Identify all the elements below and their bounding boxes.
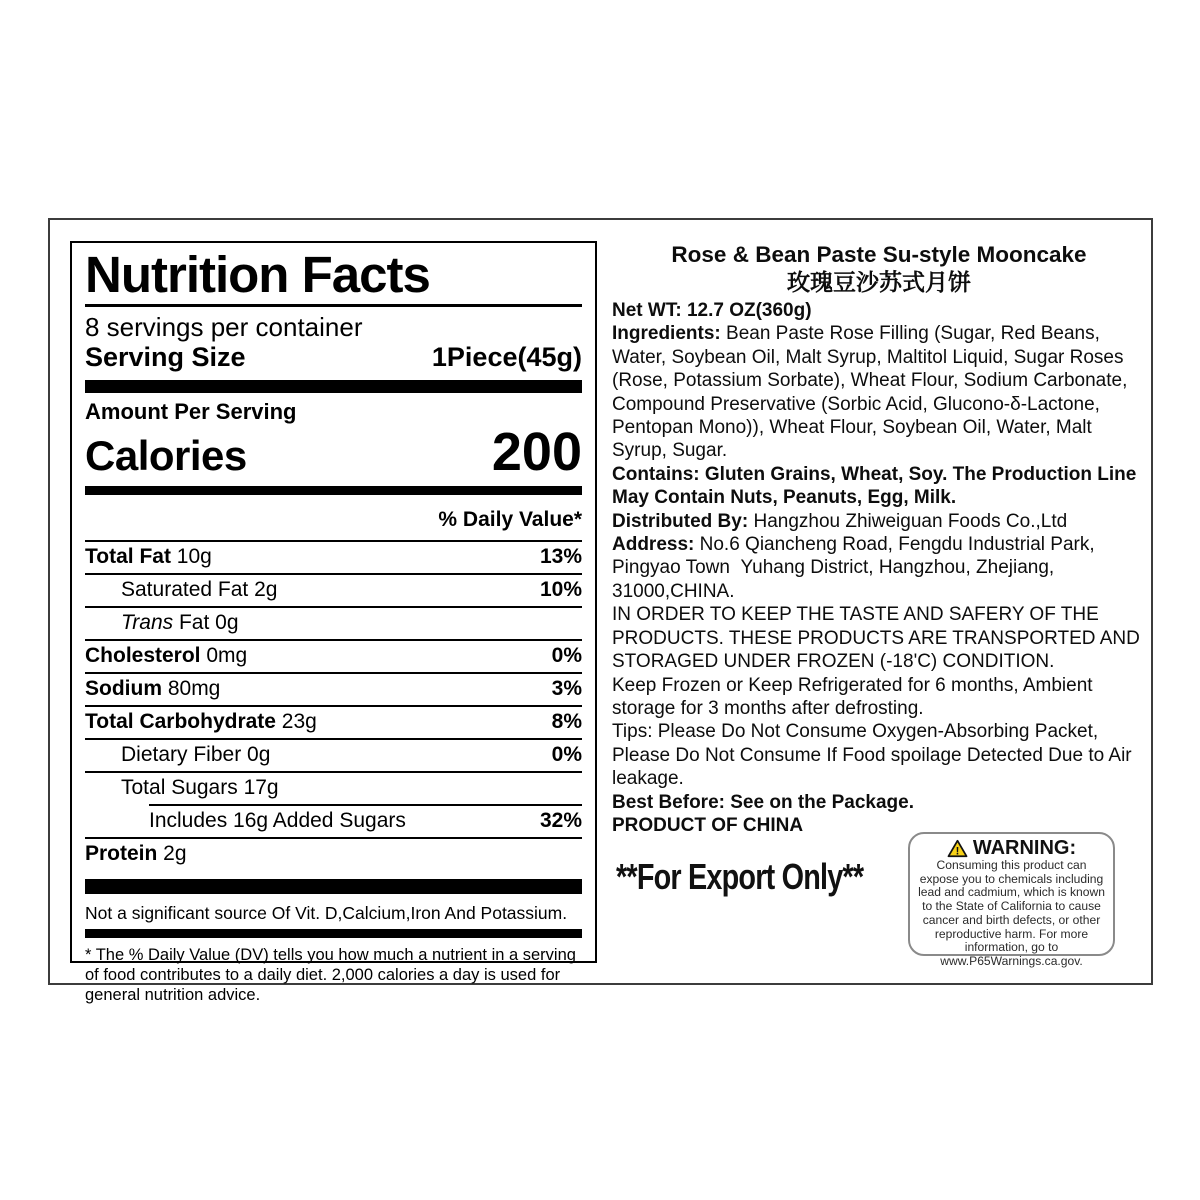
nutrient-daily-value: 0% [551,644,582,667]
address-label: Address: [612,534,695,556]
nutrient-name: Trans Fat 0g [121,611,239,634]
product-title-en: Rose & Bean Paste Su-style Mooncake [671,242,1087,267]
ingredients-label: Ingredients: [612,323,721,345]
thick-divider [85,380,582,393]
nutrient-name: Cholesterol 0mg [85,644,248,667]
net-weight-label: Net WT: [612,300,682,321]
warning-body: Consuming this product can expose you to chemicals including lead and cadmium, which is known to the State of California to cause cancer and birth defects, or other reproductive harm. For more information, go to www.P65Warnings.ca.gov. [918,858,1105,968]
nutrient-row [85,740,582,771]
daily-value-footnote: * The % Daily Value (DV) tells you how much a nutrient in a serving of food contributes to a daily diet. 2,000 calories a day is used for general nutrition advice. [85,946,576,1004]
nutrient-row [85,707,582,738]
export-only-notice: **For Export Only** [616,856,864,897]
nutrient-name: Total Carbohydrate 23g [85,710,317,733]
nutrient-name: Sodium 80mg [85,677,221,700]
net-weight [612,299,1146,322]
serving-size-value: 1Piece(45g) [431,342,582,372]
nutrient-daily-value: 8% [551,710,582,733]
prop65-warning-box [908,832,1115,968]
keep-frozen-note: Keep Frozen or Keep Refrigerated for 6 months, Ambient storage for 3 months after defrosting. [612,674,1093,719]
thick-divider [85,486,582,495]
distributed-by-text: Hangzhou Zhiweiguan Foods Co.,Ltd [753,510,1068,532]
nutrient-row [85,608,582,639]
nutrient-name: Dietary Fiber 0g [121,743,271,766]
calories-value: 200 [491,422,582,482]
ingredients [612,322,1146,462]
product-info-column [612,242,1146,837]
svg-text:!: ! [955,845,960,858]
servings-per-container: 8 servings per container [85,312,363,342]
nutrient-row [85,641,582,672]
product-of-china: PRODUCT OF CHINA [612,814,804,836]
product-label [48,218,1153,1004]
nutrient-name: Saturated Fat 2g [121,578,278,601]
warning-title: WARNING: [972,837,1077,859]
nutrition-facts-title: Nutrition Facts [85,249,582,307]
best-before: Best Before: See on the Package. [612,791,914,813]
product-title-zh: 玫瑰豆沙苏式月饼 [787,269,971,295]
amount-per-serving-label: Amount Per Serving [85,399,297,424]
daily-value-header: % Daily Value* [85,501,582,542]
thick-divider [85,929,582,938]
serving-size-label: Serving Size [85,342,246,372]
address [612,533,1146,603]
tips-note: Tips: Please Do Not Consume Oxygen-Absorbing Packet, Please Do Not Consume If Food spoilage Detected Due to Air leakage. [612,721,1132,790]
nutrient-row [85,542,582,573]
nutrient-row [85,674,582,705]
nutrient-row [85,773,582,804]
thick-divider [85,879,582,894]
ingredients-text: Bean Paste Rose Filling (Sugar, Red Beans, Water, Soybean Oil, Malt Syrup, Maltitol Liquid, Sugar Roses (Rose, Potassium Sorbate), Wheat Flour, Sodium Carbonate, Compound Preservative (Sorbic Acid, Glucono-δ-Lactone, Pentopan Mono)), Wheat Flour, Soybean Oil, Water, Malt Syrup, Sugar. [612,323,1128,462]
warning-title-row [917,837,1106,859]
calories-row [85,422,582,482]
nutrition-facts-panel [70,241,597,1004]
serving-size-row [85,342,582,373]
nutrient-name: Includes 16g Added Sugars [149,809,406,832]
address-text: No.6 Qiancheng Road, Fengdu Industrial Park, Pingyao Town Yuhang District, Hangzhou, Zhejiang, 31000,CHINA. [612,534,1095,602]
calories-label: Calories [85,432,247,479]
nutrient-daily-value: 10% [539,578,582,601]
nutrient-row [85,575,582,606]
net-weight-value: 12.7 OZ(360g) [686,300,812,321]
storage-notice: IN ORDER TO KEEP THE TASTE AND SAFERY OF THE PRODUCTS. THESE PRODUCTS ARE TRANSPORTED AND STORAGED UNDER FROZEN (-18'C) CONDITION. [612,604,1140,673]
distributed-by-label: Distributed By: [612,510,749,532]
nutrient-daily-value: 0% [551,743,582,766]
nutrition-rows [85,542,582,870]
not-significant-note: Not a significant source Of Vit. D,Calcium,Iron And Potassium. [85,903,568,923]
nutrient-row [85,806,582,837]
nutrient-daily-value: 3% [551,677,582,700]
nutrient-name: Total Fat 10g [85,545,212,568]
nutrient-daily-value: 13% [539,545,582,568]
nutrient-daily-value: 32% [539,809,582,832]
nutrient-row [85,839,582,870]
nutrient-name: Total Sugars 17g [121,776,279,799]
distributed-by [612,510,1146,533]
allergen-statement: Contains: Gluten Grains, Wheat, Soy. The Production Line May Contain Nuts, Peanuts, Egg, Milk. [612,463,1137,509]
nutrient-name: Protein 2g [85,842,187,865]
warning-triangle-icon [947,839,968,858]
